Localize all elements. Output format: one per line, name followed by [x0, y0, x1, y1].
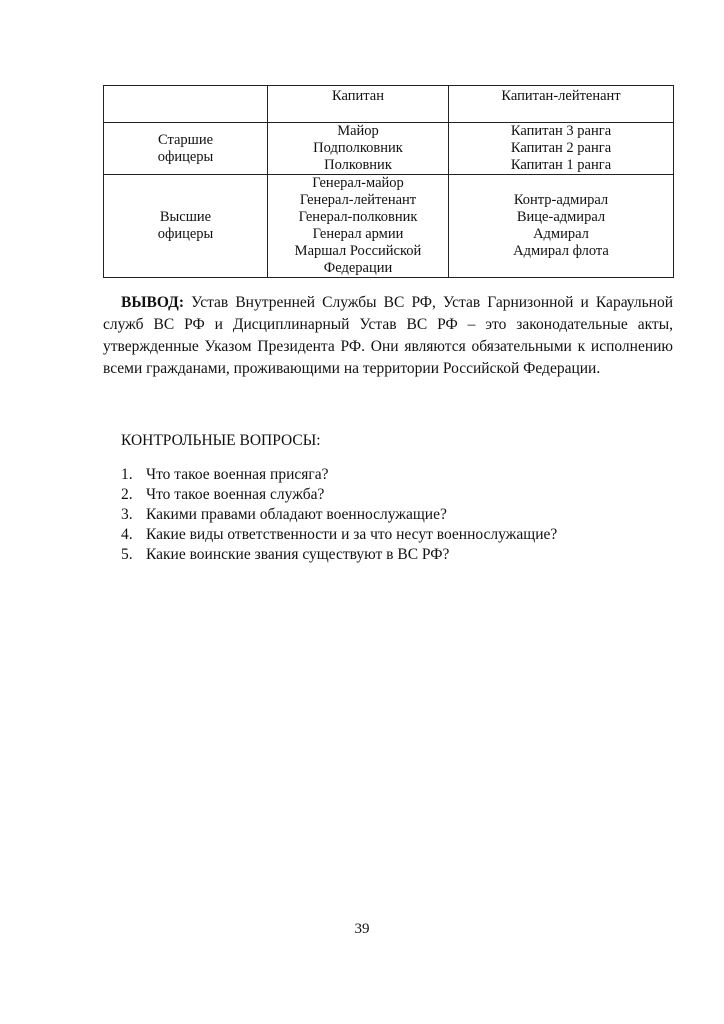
rank-line: Подполковник [313, 140, 403, 156]
navy-ranks-cell [449, 175, 674, 278]
category-line: офицеры [157, 148, 214, 165]
category-cell [104, 175, 268, 278]
list-item [121, 505, 557, 525]
conclusion-label: ВЫВОД: [121, 294, 185, 311]
header-cell-army: Капитан [268, 86, 449, 123]
list-item [121, 545, 557, 565]
item-text: Что такое военная служба? [146, 486, 325, 503]
list-item [121, 485, 557, 505]
item-text: Какие воинские звания существуют в ВС РФ? [146, 546, 450, 563]
item-number: 3. [121, 506, 133, 523]
rank-line: Капитан 3 ранга [510, 123, 612, 139]
army-ranks-cell [268, 123, 449, 175]
item-text: Какие виды ответственности и за что несут военнослужащие? [146, 526, 558, 543]
table-row [104, 123, 674, 175]
rank-line: Вице-адмирал [516, 209, 606, 225]
rank-line: Адмирал [533, 226, 589, 242]
item-text: Что такое военная присяга? [146, 466, 329, 483]
item-number: 5. [121, 546, 133, 563]
rank-line: Капитан 1 ранга [510, 157, 612, 173]
rank-line: Генерал-майор [312, 175, 404, 191]
category-line: офицеры [157, 226, 214, 242]
conclusion-paragraph [103, 292, 673, 380]
category-cell [104, 123, 268, 175]
rank-line: Капитан 2 ранга [510, 140, 612, 156]
category-line: Старшие [157, 131, 214, 148]
rank-line: Генерал-полковник [298, 209, 418, 225]
rank-line: Полковник [324, 157, 392, 173]
questions-list [121, 465, 557, 565]
questions-title: КОНТРОЛЬНЫЕ ВОПРОСЫ: [121, 432, 321, 449]
item-number: 1. [121, 466, 133, 483]
category-line: Высшие [159, 209, 212, 225]
header-cell-navy: Капитан-лейтенант [449, 86, 674, 123]
header-cell-empty [104, 86, 268, 123]
army-ranks-cell [268, 175, 449, 278]
item-text: Какими правами обладают военнослужащие? [146, 506, 447, 523]
item-number: 4. [121, 526, 133, 543]
conclusion-text: Устав Внутренней Службы ВС РФ, Устав Гарнизонной и Караульной служб ВС РФ и Дисциплинарный Устав ВС РФ – это законодательные акты, утвержденные Указом Президента РФ. Они являются обязательными к исполнению всеми гражданами, проживающими на территории Российской Федерации. [103, 294, 673, 377]
table-row [104, 175, 674, 278]
item-number: 2. [121, 486, 133, 503]
page-number: 39 [354, 921, 370, 937]
rank-line: Майор [337, 123, 379, 139]
table-header-row [104, 86, 674, 123]
rank-line: Генерал-лейтенант [299, 192, 417, 208]
list-item [121, 465, 557, 485]
rank-line: Генерал армии [312, 226, 404, 242]
rank-line: Адмирал флота [513, 243, 609, 259]
navy-ranks-cell [449, 123, 674, 175]
rank-line: Федерации [323, 260, 393, 276]
rank-line: Контр-адмирал [513, 192, 609, 208]
list-item [121, 525, 557, 545]
ranks-table [103, 85, 674, 278]
rank-line: Маршал Российской [294, 243, 422, 259]
